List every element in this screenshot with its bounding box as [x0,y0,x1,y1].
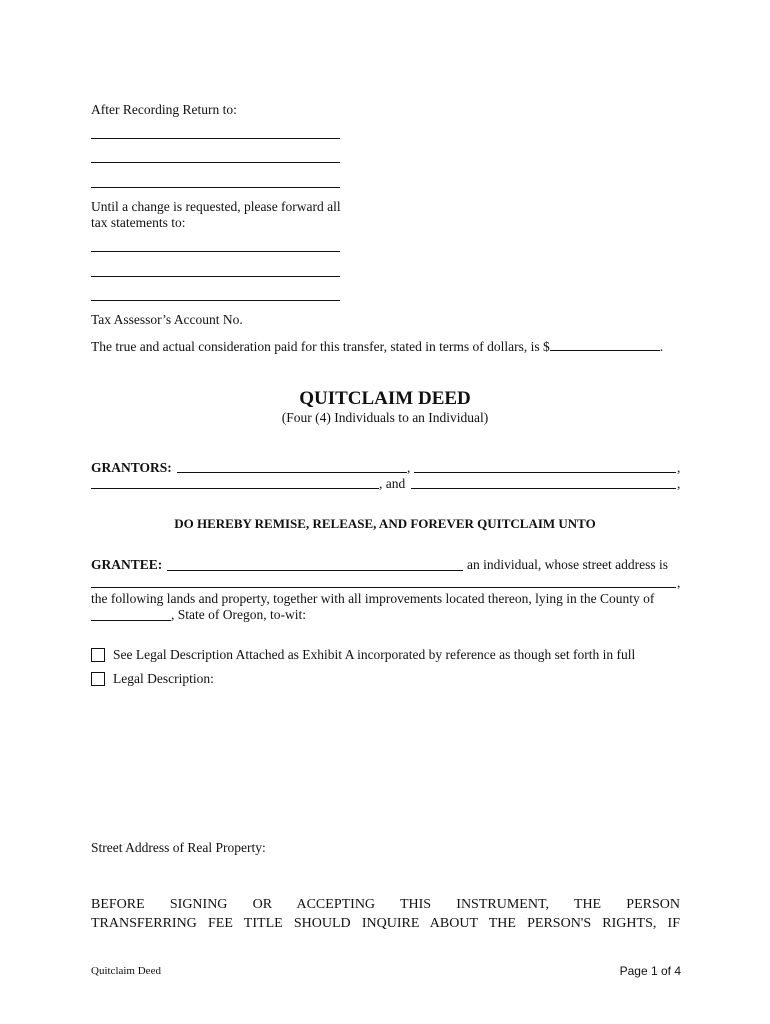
exhibit-a-label: See Legal Description Attached as Exhibit A incorporated by reference as though set forth in full [113,647,636,662]
grantor-sep-2: , [677,460,681,475]
grantor-4-field[interactable] [411,488,676,489]
grantee-address-field[interactable] [91,587,676,588]
grantor-sep-3: , [677,476,681,491]
footer-document-name: Quitclaim Deed [91,965,161,977]
return-to-label: After Recording Return to: [91,102,237,117]
return-to-line-2[interactable] [91,162,340,163]
tax-address-line-2[interactable] [91,276,340,277]
consideration-amount-field[interactable] [550,336,660,351]
grantee-label: GRANTEE: [91,557,163,572]
document-subtitle: (Four (4) Individuals to an Individual) [281,410,489,425]
grantor-3-field[interactable] [91,488,379,489]
consideration-end: . [659,339,664,354]
tax-assessor-label: Tax Assessor’s Account No. [91,312,243,327]
street-address-label: Street Address of Real Property: [91,840,266,855]
exhibit-a-checkbox[interactable] [91,648,105,662]
property-line-2: , State of Oregon, to-wit: [171,607,306,622]
grantor-1-field[interactable] [177,472,407,473]
property-line-1: the following lands and property, together with all improvements located thereon, lying in the County of [91,591,655,606]
footer-page-number: Page 1 of 4 [619,964,681,978]
quitclaim-statement: DO HEREBY REMISE, RELEASE, AND FOREVER QUITCLAIM UNTO [174,516,596,531]
tax-address-line-3[interactable] [91,300,340,301]
document-title: QUITCLAIM DEED [299,388,471,409]
tax-statements-label-line2: tax statements to: [91,215,186,230]
consideration-row [91,336,663,355]
consideration-text: The true and actual consideration paid for this transfer, stated in terms of dollars, is $ [91,339,550,354]
warning-line-2: TRANSFERRING FEE TITLE SHOULD INQUIRE ABOUT THE PERSON'S RIGHTS, IF [91,916,680,931]
return-to-line-1[interactable] [91,138,340,139]
grantee-name-field[interactable] [167,570,463,571]
grantor-sep-1: , [407,460,411,475]
warning-line-1: BEFORE SIGNING OR ACCEPTING THIS INSTRUMENT, THE PERSON [91,897,680,912]
grantee-text: an individual, whose street address is [467,557,668,572]
tax-address-line-1[interactable] [91,251,340,252]
legal-description-label: Legal Description: [113,671,214,686]
grantors-label: GRANTORS: [91,460,172,475]
grantor-2-field[interactable] [414,472,676,473]
grantee-sep: , [677,575,681,590]
return-to-line-3[interactable] [91,187,340,188]
grantor-and: , and [379,476,406,491]
county-field[interactable] [91,620,171,621]
legal-description-checkbox[interactable] [91,672,105,686]
tax-statements-label-line1: Until a change is requested, please forward all [91,199,341,214]
